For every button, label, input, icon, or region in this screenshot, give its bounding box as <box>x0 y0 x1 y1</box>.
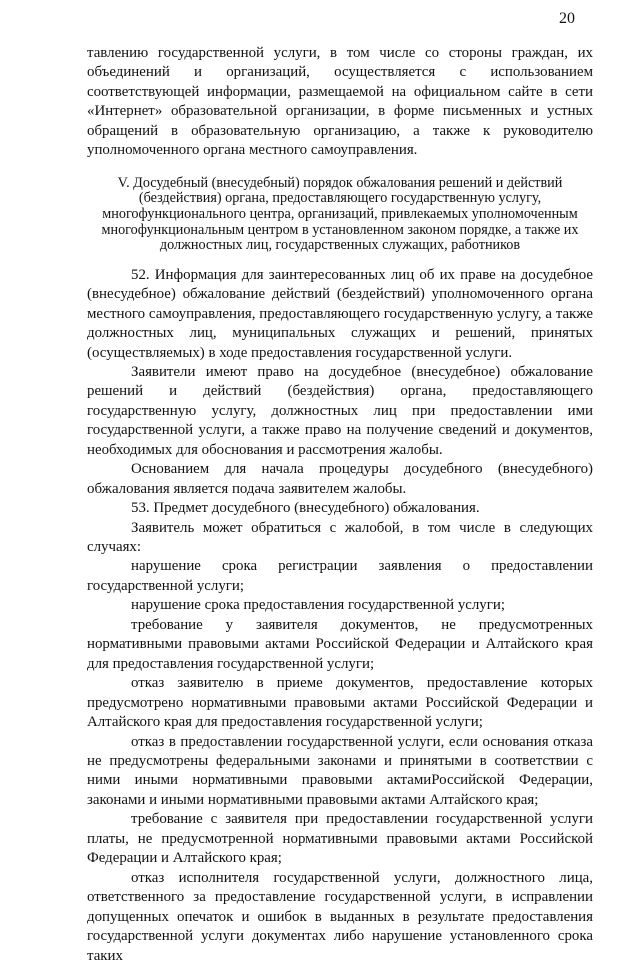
list-item-registration-delay: нарушение срока регистрации заявления о предоставлении государственной услуги; <box>87 558 593 594</box>
list-item-correction-refusal: отказ исполнителя государственной услуги, должностного лица, ответственного за предоставление государственной услуги, в исправлении допущенных опечаток и ошибок в выданных в результате предоставления государственной услуги документах либо нарушение установленного срока таких <box>87 869 593 964</box>
paragraph-53: 53. Предмет досудебного (внесудебного) обжалования. <box>131 500 480 517</box>
list-item-provision-delay: нарушение срока предоставления государственной услуги; <box>131 597 505 614</box>
section-heading-text: V. Досудебный (внесудебный) порядок обжалования решений и действий (бездействия) органа, предоставляющего государственную услугу, многофункционального центра, организаций, привлекаемых уполномоченным многофункциональным центром в установленном законом порядке, а также их должностных лиц, государственных служащих, работников <box>101 174 579 254</box>
list-item-extra-documents: требование у заявителя документов, не предусмотренных нормативными правовыми актами Российской Федерации и Алтайского края для предоставления государственной услуги; <box>87 616 593 672</box>
list-item-document-refusal: отказ заявителю в приеме документов, предоставление которых предусмотрено нормативными правовыми актами Российской Федерации и Алтайского края для предоставления государственной услуги; <box>87 675 593 731</box>
list-item-service-refusal: отказ в предоставлении государственной услуги, если основания отказа не предусмотрены федеральными законами и принятыми в соответствии с ними иными нормативными правовыми актамиРоссийской Федерации, законами и иными нормативными правовыми актами Алтайского края; <box>87 733 593 808</box>
intro-paragraph: тавлению государственной услуги, в том числе со стороны граждан, их объединений и организаций, осуществляется с использованием соответствующей информации, размещаемой на официальном сайте в сети «Интернет» образовательной организации, в форме письменных и устных обращений в образовательную организацию, а также к руководителю уполномоченного органа местного самоуправления. <box>87 45 593 159</box>
paragraph-52: 52. Информация для заинтересованных лиц об их праве на досудебное (внесудебное) обжалование действий (бездействий) уполномоченного органа местного самоуправления, предоставляющего государственную услугу, а также должностных лиц, муниципальных служащих и решений, принятых (осуществляемых) в ходе предоставления государственной услуги. <box>87 266 593 361</box>
section-heading <box>87 176 593 254</box>
paragraph-appeal-basis: Основанием для начала процедуры досудебного (внесудебного) обжалования является подача заявителем жалобы. <box>87 461 593 497</box>
list-item-illegal-fee: требование с заявителя при предоставлении государственной услуги платы, не предусмотренной нормативными правовыми актами Российской Федерации и Алтайского края; <box>87 811 593 867</box>
page-number: 20 <box>559 10 575 27</box>
paragraph-cases-intro: Заявитель может обратиться с жалобой, в том числе в следующих случаях: <box>87 519 593 556</box>
paragraph-appeal-right: Заявители имеют право на досудебное (внесудебное) обжалование решений и действий (бездействия) органа, предоставляющего государственную услугу, должностных лиц при предоставлении ими государственной услуги, а также право на получение сведений и документов, необходимых для обоснования и рассмотрения жалобы. <box>87 363 593 458</box>
document-body <box>87 44 593 966</box>
